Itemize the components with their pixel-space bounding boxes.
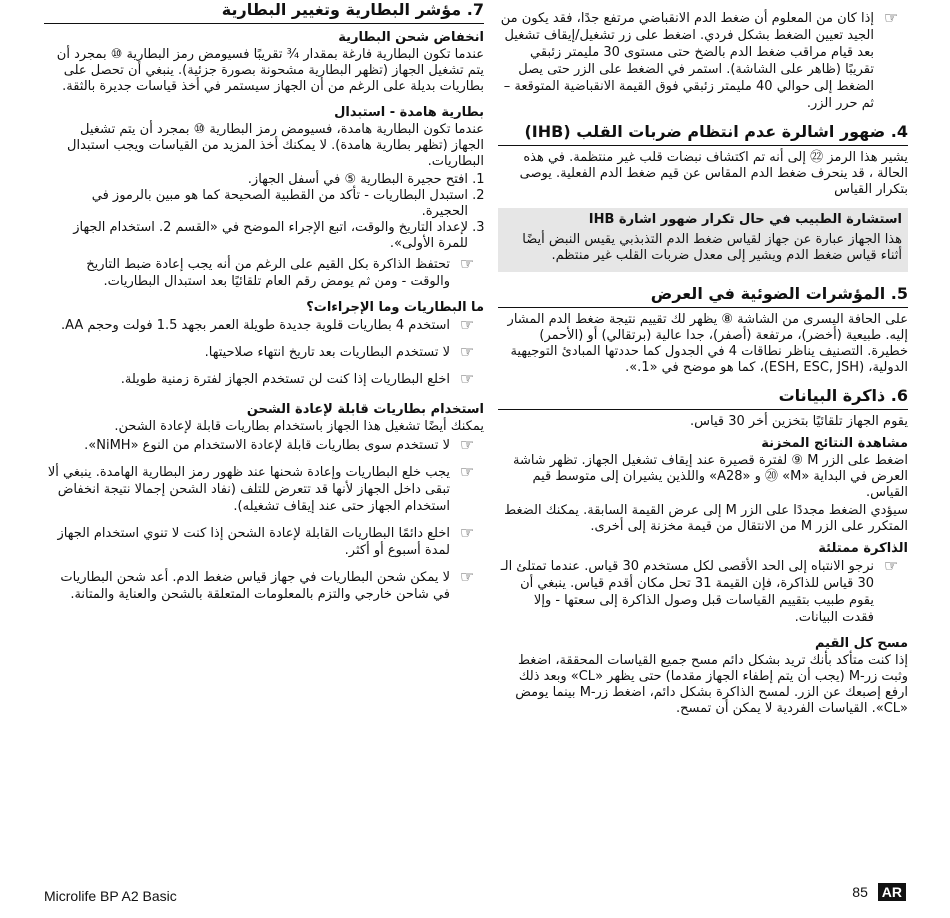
pointing-hand-icon: ☞ [459, 523, 475, 542]
pointing-hand-icon: ☞ [459, 315, 475, 334]
note-text: تحتفظ الذاكرة بكل القيم على الرغم من أنه يجب إعادة ضبط التاريخ والوقت - ومن ثم يومض رقم العام تلقائيًا بعد استبدال البطاريات. [86, 257, 450, 289]
traffic-light-body: على الحافة اليسرى من الشاشة ⑧ يظهر لك تقييم نتيجة ضغط الدم المشار إليه. طبيعية (أخضر)، مرتفعة (أصفر)، جدا عالية (برتقالي) أو (الأحمر) خطيرة. التصنيف يناظر نطاقات 4 في الجدول كما حددتها المبادئ التوجيهية الدولية، (ESH, ESC, JSH)، كما هو موضح في «1.». [507, 312, 908, 375]
memory-body: يقوم الجهاز تلقائيًا بتخزين أخر 30 قياس. [690, 414, 908, 429]
footer-brand: Microlife BP A2 Basic [44, 888, 177, 904]
which-batteries-title: ما البطاريات وما الإجراءات؟ [306, 300, 484, 315]
rechargeable-body: يمكنك أيضًا تشغيل هذا الجهاز باستخدام بطاريات قابلة لإعادة الشحن. [114, 419, 484, 434]
note-text: اخلع دائمًا البطاريات القابلة لإعادة الشحن إذا كنت لا تنوي استخدام الجهاز لمدة أسبوع أو أكثر. [57, 526, 450, 558]
note-item [44, 344, 484, 361]
flat-battery-body: عندما تكون البطارية هامدة، فسيومض رمز البطارية ⑩ بمجرد أن يتم تشغيل الجهاز (تظهر بطارية هامدة). لا يمكنك أخذ المزيد من القياسات ويجب استبدال البطاريات. [67, 122, 484, 169]
note-text: إذا كان من المعلوم أن ضغط الدم الانقباضي مرتفع جدًا، فقد يكون من الجيد تعيين الضغط بشكل فردي. اضغط على زر تشغيل/إيقاف تشغيل بعد قيام مراقب ضغط الدم بالضخ حتى مستوى 30 مليمتر زئبقي تقريبًا (ظاهر على الشاشة). استمر في الضغط على الزر حتى يصل الضغط إلى حوالي 40 مليمتر زئبقي فوق القيمة الانقباضية المتوقعة – ثم حرر الزر. [500, 11, 874, 111]
pointing-hand-icon: ☞ [459, 462, 475, 481]
page-number: 85 [852, 884, 868, 900]
note-text: اخلع البطاريات إذا كنت لن تستخدم الجهاز لفترة زمنية طويلة. [120, 372, 450, 387]
view-stored-title: مشاهدة النتائج المخزنة [761, 436, 908, 451]
low-battery-body: عندما تكون البطارية فارغة بمقدار ¾ تقريبًا فسيومض رمز البطارية ⑩ بمجرد أن يتم تشغيل الجهاز (تظهر البطارية مشحونة بصورة جزئية). ينبغي أن تحصل على بطاريات بديلة على الرغم من أن الجهاز سيستمر في أخذ قياسات جديرة بالثقة. [56, 47, 484, 94]
pointing-hand-icon: ☞ [883, 556, 899, 575]
note-top [498, 10, 908, 112]
rechargeable-title: استخدام بطاريات قابلة لإعادة الشحن [246, 402, 484, 417]
note-memory [44, 256, 484, 290]
left-column [44, 0, 484, 613]
ihb-body: يشير هذا الرمز ㉒ إلى أنه تم اكتشاف نبضات قلب غير منتظمة. في هذه الحالة ، قد ينحرف ضغط الدم المقاس عن قيم ضغط الدم الفعلية. يوصى بتكرار القياس [519, 150, 908, 197]
pointing-hand-icon: ☞ [459, 254, 475, 273]
view-stored-body-1: اضغط على الزر M ⑨ لفترة قصيرة عند إيقاف تشغيل الجهاز. تظهر شاشة العرض في البداية «M» ⑳ و «A28» واللذين يشيران إلى متوسط قيم القياس. [513, 453, 908, 500]
pointing-hand-icon: ☞ [459, 435, 475, 454]
pointing-hand-icon: ☞ [459, 342, 475, 361]
note-item [44, 569, 484, 603]
pointing-hand-icon: ☞ [883, 8, 899, 27]
pointing-hand-icon: ☞ [459, 369, 475, 388]
note-text: لا يمكن شحن البطاريات في جهاز قياس ضغط الدم. أعد شحن البطاريات في شاحن خارجي والتزم بالمعلومات المتعلقة بالشحن والعناية والمتانة. [60, 570, 450, 602]
replacement-steps [44, 172, 484, 252]
ihb-box-body: هذا الجهاز عبارة عن جهاز لقياس ضغط الدم التذبذبي يقيس النبض أيضًا أثناء قياس ضغط الدم ويشير إلى معدل ضربات القلب غير منتظم. [522, 232, 902, 263]
note-memory-full [498, 558, 908, 626]
step-item: 1. افتح حجيرة البطارية ⑤ في أسفل الجهاز. [44, 172, 468, 188]
note-text: يجب خلع البطاريات وإعادة شحنها عند ظهور رمز البطارية الهامدة. ينبغي ألا تبقى داخل الجهاز لأنها قد تتعرض للتلف (نفاد الشحن إجمالا نتيجة انخفاض استخدام الجهاز حتى عند إيقاف تشغيله). [47, 465, 450, 514]
section-title-memory: 6. ذاكرة البيانات [498, 386, 908, 410]
section-title-ihb: 4. ضهور اشالرة عدم انتظام ضربات القلب (IHB) [498, 122, 908, 146]
note-text: لا تستخدم البطاريات بعد تاريخ انتهاء صلاحيتها. [204, 345, 450, 360]
language-badge: AR [878, 883, 906, 901]
pointing-hand-icon: ☞ [459, 567, 475, 586]
flat-battery-title: بطارية هامدة - استبدال [334, 105, 484, 120]
section-title-traffic-light: 5. المؤشرات الضوئية في العرض [498, 284, 908, 308]
memory-full-title: الذاكرة ممتلئة [818, 541, 908, 556]
note-text: نرجو الانتباه إلى الحد الأقصى لكل مستخدم 30 قياس. عندما تمتلئ الـ 30 قياس للذاكرة، فإن القيمة 31 تحل مكان أقدم قياس. ينبغي أن يقوم طبيب بتقييم القياسات قبل وصول الذاكرة إلى سعتها - وإلا فقدت البيانات. [500, 559, 874, 625]
note-item [44, 464, 484, 515]
low-battery-title: انخفاض شحن البطارية [338, 30, 484, 45]
ihb-box-title: استشارة الطبيب في حال تكرار ضهور اشارة IHB [588, 212, 902, 227]
view-stored-body-2: سيؤدي الضغط مجددًا على الزر M إلى عرض القيمة السابقة. يمكنك الضغط المتكرر على الزر M من الانتقال من قيمة مخزنة إلى أخرى. [504, 503, 908, 534]
step-item: 3. لإعداد التاريخ والوقت، اتبع الإجراء الموضح في «القسم 2. استخدام الجهاز للمرة الأولى». [44, 220, 468, 252]
clear-all-body: إذا كنت متأكد بأنك تريد بشكل دائم مسح جميع القياسات المحققة، اضغط وثبت زر-M (يجب أن يتم إطفاء الجهاز مقدما) حتى يظهر «CL» وبعد ذلك ارفع إصبعك عن الزر. لمسح الذاكرة بشكل دائم، اضغط زر-M بينما يومض «CL». القياسات الفردية لا يمكن أن تمسح. [515, 653, 908, 716]
note-item [44, 371, 484, 388]
section-title-battery: 7. مؤشر البطارية وتغيير البطارية [44, 0, 484, 24]
note-item [44, 437, 484, 454]
ihb-warning-box [498, 208, 908, 272]
right-column [498, 0, 908, 719]
note-item [44, 525, 484, 559]
footer-page [852, 884, 906, 900]
clear-all-title: مسح كل القيم [814, 636, 908, 651]
note-item [44, 317, 484, 334]
note-text: استخدم 4 بطاريات قلوية جديدة طويلة العمر بجهد 1.5 فولت وحجم AA. [60, 318, 450, 333]
step-item: 2. استبدل البطاريات - تأكد من القطبية الصحيحة كما هو مبين بالرموز في الحجيرة. [44, 188, 468, 220]
note-text: لا تستخدم سوى بطاريات قابلة لإعادة الاستخدام من النوع «NiMH». [84, 438, 450, 453]
